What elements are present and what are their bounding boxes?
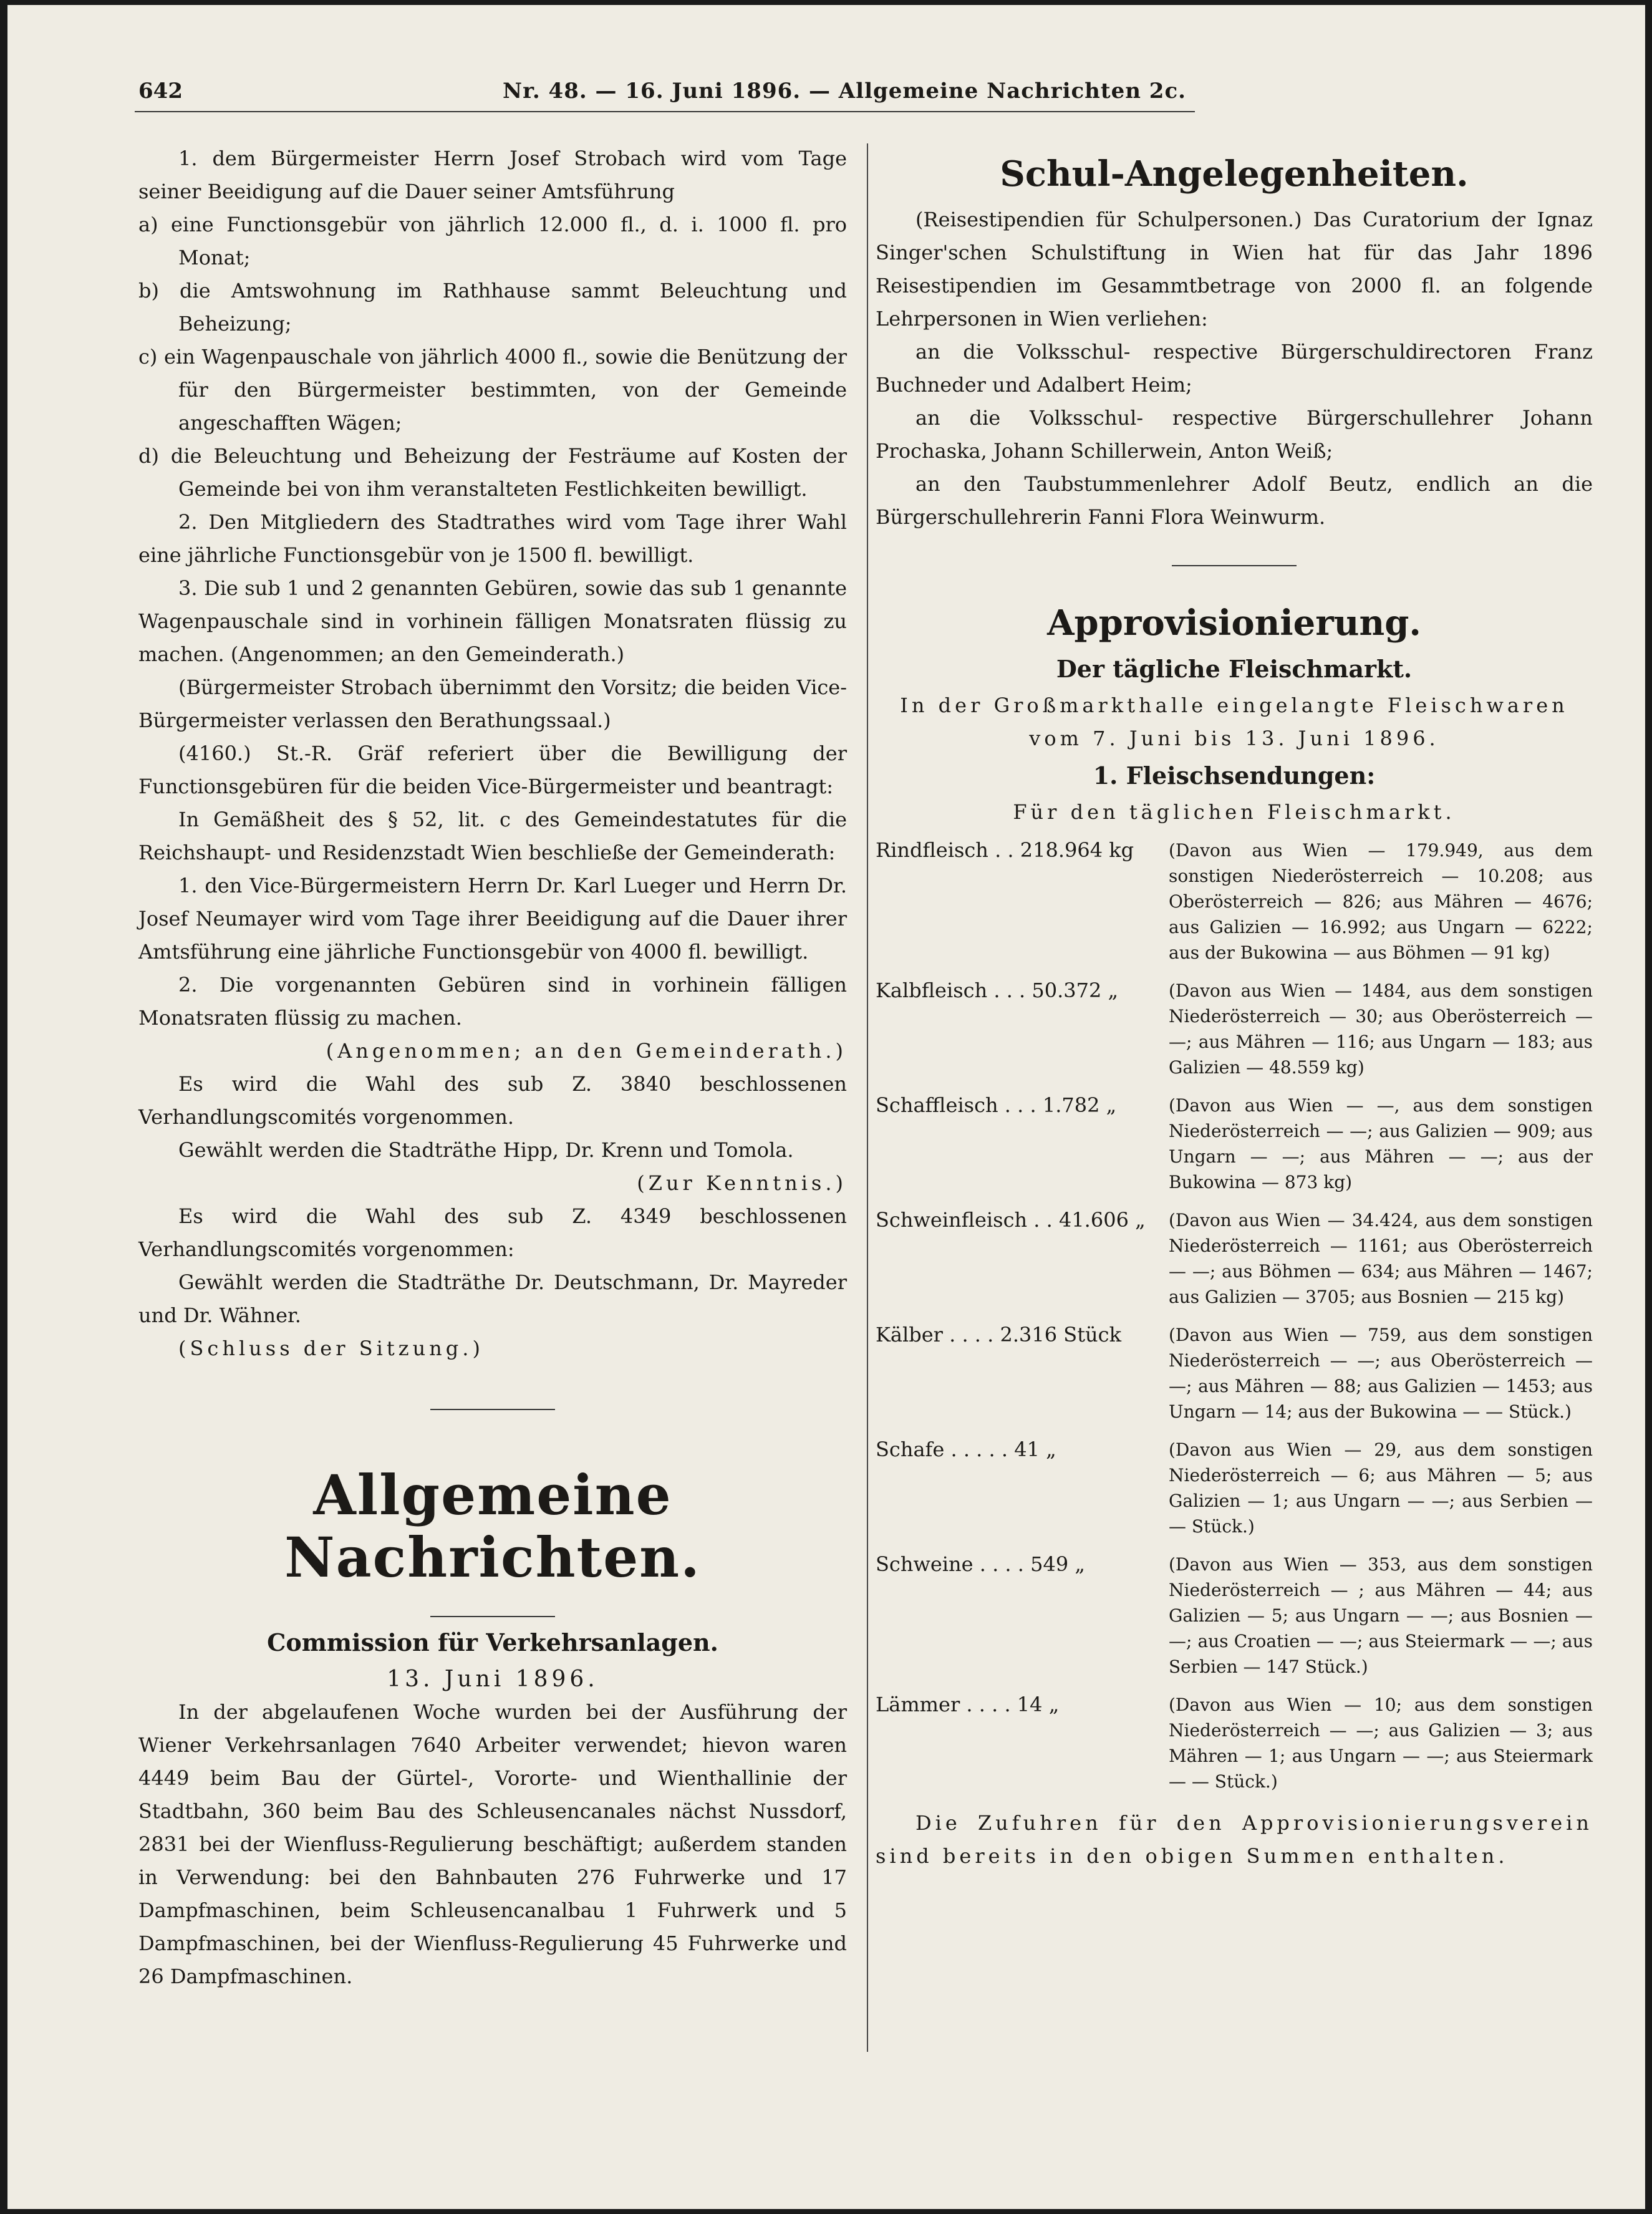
meat-note: (Davon aus Wien — 34.424, aus dem sonstigen Niederösterreich — 1161; aus Oberösterreich — —; aus Böhmen — 634; aus Mähren — 1467; aus Galizien — 3705; aus Bosnien — 215 kg) <box>1169 1210 1593 1307</box>
meat-note: (Davon aus Wien — 353, aus dem sonstigen Niederösterreich — ; aus Mähren — 44; aus Galizien — 5; aus Ungarn — —; aus Bosnien — —; aus Croatien — —; aus Steiermark — —; aus Serbien — 147 Stück.) <box>1169 1554 1593 1677</box>
paragraph: (Bürgermeister Strobach übernimmt den Vorsitz; die beiden Vice-Bürgermeister verlassen den Berathungssaal.) <box>138 675 847 732</box>
paragraph: Es wird die Wahl des sub Z. 3840 beschlossenen Verhandlungscomités vorgenommen. <box>138 1072 847 1129</box>
commission-title: Commission für Verkehrsanlagen. <box>267 1628 718 1656</box>
paragraph: Gewählt werden die Stadträthe Hipp, Dr. Krenn und Tomola. <box>178 1138 794 1162</box>
paragraph: 1. den Vice-Bürgermeistern Herrn Dr. Karl Lueger und Herrn Dr. Josef Neumayer wird vom Tage ihrer Beeidigung auf die Dauer ihrer Amtsführung eine jährliche Functionsgebür von 4000 fl. bewilligt. <box>138 874 847 964</box>
commission-text: In der abgelaufenen Woche wurden bei der Ausführung der Wiener Verkehrsanlagen 7640 Arbeiter verwendet; hievon waren 4449 beim Bau der Gürtel-, Vororte- und Wienthallinie der Stadtbahn, 360 beim Bau des Schleusencanales nächst Nussdorf, 2831 bei der Wienfluss-Regulierung beschäftigt; außerdem standen in Verwendung: bei den Bahnbauten 276 Fuhrwerke und 17 Dampfmaschinen, beim Schleusencanalbau 1 Fuhrwerk und 5 Dampfmaschinen, bei der Wienfluss-Regulierung 45 Fuhrwerke und 26 Dampfmaschinen. <box>138 1700 847 1988</box>
commission-date: 13. Juni 1896. <box>387 1666 599 1692</box>
table-row <box>876 1552 1593 1692</box>
market-title: Der tägliche Fleischmarkt. <box>1056 655 1413 683</box>
meat-name: Rindfleisch . . 218.964 kg <box>876 838 1134 862</box>
meat-note: (Davon aus Wien — 179.949, aus dem sonstigen Niederösterreich — 10.208; aus Oberösterreich — 826; aus Mähren — 4676; aus Galizien — 16.992; aus Ungarn — 6222; aus der Bukowina — aus Böhmen — 91 kg) <box>1169 840 1593 963</box>
page-number: 642 <box>138 79 183 104</box>
meat-note: (Davon aus Wien — 29, aus dem sonstigen Niederösterreich — 6; aus Mähren — 5; aus Galizien — 1; aus Ungarn — —; aus Serbien — — Stück.) <box>1169 1439 1593 1537</box>
paragraph: an die Volksschul- respective Bürgerschullehrer Johann Prochaska, Johann Schillerwein, Anton Weiß; <box>876 406 1593 463</box>
table-row <box>876 1207 1593 1322</box>
meat-note: (Davon aus Wien — 1484, aus dem sonstigen Niederösterreich — 30; aus Oberösterreich — —; aus Mähren — 116; aus Ungarn — 183; aus Galizien — 48.559 kg) <box>1169 980 1593 1078</box>
left-column <box>138 142 847 1993</box>
paragraph: an den Taubstummenlehrer Adolf Beutz, endlich an die Bürgerschullehrerin Fanni Flora Weinwurm. <box>876 472 1593 529</box>
meat-name: Schweinfleisch . . 41.606 „ <box>876 1208 1146 1232</box>
meat-note: (Davon aus Wien — 10; aus dem sonstigen Niederösterreich — —; aus Galizien — 3; aus Mähren — 1; aus Ungarn — —; aus Steiermark — — Stück.) <box>1169 1694 1593 1792</box>
meat-note: (Davon aus Wien — —, aus dem sonstigen Niederösterreich — —; aus Galizien — 909; aus Ungarn — —; aus Mähren — —; aus der Bukowina — 873 kg) <box>1169 1095 1593 1192</box>
paragraph: (Reisestipendien für Schulpersonen.) Das Curatorium der Ignaz Singer'schen Schulstiftung in Wien hat für das Jahr 1896 Reisestipendien im Gesammtbetrage von 2000 fl. an folgende Lehrpersonen in Wien verliehen: <box>876 208 1593 331</box>
list-item: a) eine Functionsgebür von jährlich 12.000 fl., d. i. 1000 fl. pro Monat; <box>138 213 847 269</box>
shipments-subtitle: Für den täglichen Fleischmarkt. <box>1013 800 1456 824</box>
list-item: d) die Beleuchtung und Beheizung der Festräume auf Kosten der Gemeinde bei von ihm veranstalteten Festlichkeiten bewilligt. <box>138 444 847 501</box>
paragraph: (Zur Kenntnis.) <box>637 1171 847 1195</box>
paragraph: 2. Den Mitgliedern des Stadtrathes wird vom Tage ihrer Wahl eine jährliche Functionsgebür von je 1500 fl. bewilligt. <box>138 510 847 567</box>
paragraph: 3. Die sub 1 und 2 genannten Gebüren, sowie das sub 1 genannte Wagenpauschale sind in vorhinein fälligen Monatsraten flüssig zu machen. (Angenommen; an den Gemeinderath.) <box>138 576 847 666</box>
meat-name: Kalbfleisch . . . 50.372 „ <box>876 979 1119 1002</box>
meat-note: (Davon aus Wien — 759, aus dem sonstigen Niederösterreich — —; aus Oberösterreich — —; aus Mähren — 88; aus Galizien — 1453; aus Ungarn — 14; aus der Bukowina — — Stück.) <box>1169 1325 1593 1422</box>
table-row <box>876 1692 1593 1807</box>
paragraph: Gewählt werden die Stadträthe Dr. Deutschmann, Dr. Mayreder und Dr. Wähner. <box>138 1270 847 1327</box>
meat-table <box>876 838 1593 1807</box>
running-head: Nr. 48. — 16. Juni 1896. — Allgemeine Nachrichten 2c. <box>503 79 1186 104</box>
section-rule <box>430 1616 555 1617</box>
page-header <box>138 67 1186 105</box>
paragraph: In Gemäßheit des § 52, lit. c des Gemeindestatutes für die Reichshaupt- und Residenzstadt Wien beschließe der Gemeinderath: <box>138 808 847 864</box>
table-row <box>876 1437 1593 1552</box>
column-divider <box>867 143 868 2052</box>
section-rule <box>430 1409 555 1410</box>
market-intro: In der Großmarkthalle eingelangte Fleischwaren vom 7. Juni bis 13. Juni 1896. <box>900 694 1568 750</box>
list-item: b) die Amtswohnung im Rathhause sammt Beleuchtung und Beheizung; <box>138 279 847 336</box>
paragraph: an die Volksschul- respective Bürgerschuldirectoren Franz Buchneder und Adalbert Heim; <box>876 340 1593 397</box>
paragraph: 2. Die vorgenannten Gebüren sind in vorhinein fälligen Monatsraten flüssig zu machen. <box>138 973 847 1030</box>
paragraph: 1. dem Bürgermeister Herrn Josef Strobach wird vom Tage seiner Beeidigung auf die Dauer seiner Amtsführung <box>138 147 847 203</box>
approv-title: Approvisionierung. <box>1047 602 1421 644</box>
table-row <box>876 838 1593 978</box>
paragraph: (4160.) St.-R. Gräf referiert über die Bewilligung der Functionsgebüren für die beiden Vice-Bürgermeister und beantragt: <box>138 742 847 798</box>
meat-name: Schaffleisch . . . 1.782 „ <box>876 1093 1117 1117</box>
meat-name: Schweine . . . . 549 „ <box>876 1552 1085 1576</box>
shipments-title: 1. Fleischsendungen: <box>1093 761 1376 790</box>
school-title: Schul-Angelegenheiten. <box>1000 153 1469 195</box>
news-title: Allgemeine Nachrichten. <box>284 1462 701 1590</box>
closing-note: Die Zufuhren für den Approvisionierungsverein sind bereits in den obigen Summen enthalten. <box>876 1811 1593 1868</box>
paragraph: (Schluss der Sitzung.) <box>178 1337 484 1360</box>
right-column <box>876 142 1593 1873</box>
table-row <box>876 1322 1593 1437</box>
list-item: c) ein Wagenpauschale von jährlich 4000 fl., sowie die Benützung der für den Bürgermeister bestimmten, von der Gemeinde angeschafften Wägen; <box>138 345 847 435</box>
header-rule <box>135 111 1195 112</box>
table-row <box>876 978 1593 1093</box>
meat-name: Lämmer . . . . 14 „ <box>876 1693 1060 1716</box>
paragraph: Es wird die Wahl des sub Z. 4349 beschlossenen Verhandlungscomités vorgenommen: <box>138 1204 847 1261</box>
paragraph: (Angenommen; an den Gemeinderath.) <box>326 1039 847 1063</box>
meat-name: Kälber . . . . 2.316 Stück <box>876 1323 1121 1346</box>
meat-name: Schafe . . . . . 41 „ <box>876 1438 1056 1461</box>
section-rule <box>1172 565 1297 566</box>
table-row <box>876 1093 1593 1207</box>
